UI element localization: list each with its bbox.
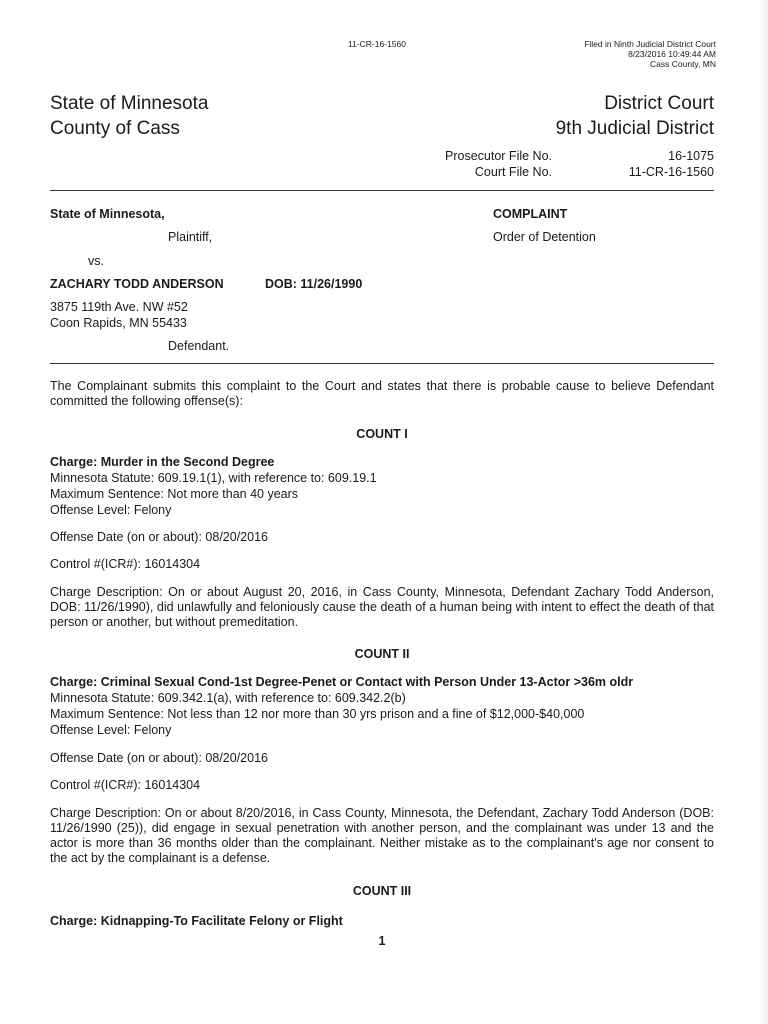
count-1-control: Control #(ICR#): 16014304 — [50, 557, 201, 571]
venue-state: State of Minnesota — [50, 93, 209, 114]
filed-stamp-line2: 8/23/2016 10:49:44 AM — [628, 49, 716, 59]
count-3-charge: Charge: Kidnapping-To Facilitate Felony or Flight — [50, 914, 343, 928]
page-number: 1 — [378, 934, 386, 948]
count-1-offense-date: Offense Date (on or about): 08/20/2016 — [50, 530, 268, 544]
count-1-heading: COUNT I — [356, 427, 408, 441]
venue-county: County of Cass — [50, 118, 180, 139]
filed-stamp-line3: Cass County, MN — [650, 59, 716, 69]
count-2-heading: COUNT II — [354, 647, 410, 661]
caption-bottom-rule — [50, 363, 714, 364]
count-2-charge: Charge: Criminal Sexual Cond-1st Degree-Penet or Contact with Person Under 13-Actor >36m oldr — [50, 675, 634, 689]
count-2-statute: Minnesota Statute: 609.342.1(a), with reference to: 609.342.2(b) — [50, 691, 406, 705]
filed-stamp — [466, 39, 716, 69]
document-subtype: Order of Detention — [493, 230, 596, 244]
count-1-statute: Minnesota Statute: 609.19.1(1), with reference to: 609.19.1 — [50, 471, 377, 485]
defendant-dob: DOB: 11/26/1990 — [265, 277, 363, 291]
filed-stamp-line1: Filed in Ninth Judicial District Court — [584, 39, 716, 49]
count-2-sentence: Maximum Sentence: Not less than 12 nor more than 30 yrs prison and a fine of $12,000-$40,000 — [50, 707, 585, 721]
prosecutor-file-value: 16-1075 — [668, 149, 714, 163]
venue-district: 9th Judicial District — [555, 118, 714, 139]
count-2-description: Charge Description: On or about 8/20/2016, in Cass County, Minnesota, the Defendant, Zachary Todd Anderson (DOB: 11/26/1990 (25)), did engage in sexual penetration with another person, and the complainant was under 13 and the actor is more than 36 months older than the complainant. Neither mistake as to the complainant's age nor consent to the act by the complainant is a defense. — [50, 806, 714, 865]
defendant-address-line2: Coon Rapids, MN 55433 — [50, 316, 187, 330]
count-3-heading: COUNT III — [352, 884, 412, 898]
defendant-name: ZACHARY TODD ANDERSON — [50, 277, 224, 291]
header-case-number: 11-CR-16-1560 — [348, 39, 406, 49]
document-type: COMPLAINT — [493, 207, 568, 221]
court-file-label: Court File No. — [474, 165, 552, 179]
caption-top-rule — [50, 190, 714, 191]
count-1-description: Charge Description: On or about August 20, 2016, in Cass County, Minnesota, Defendant Zachary Todd Anderson, DOB: 11/26/1990), did unlawfully and feloniously cause the death of a human being with intent to effect the death of that person or another, but without premeditation. — [50, 585, 714, 629]
count-2-offense-date: Offense Date (on or about): 08/20/2016 — [50, 751, 268, 765]
plaintiff-role: Plaintiff, — [168, 230, 213, 244]
scan-shadow-edge — [758, 0, 768, 1024]
count-2-control: Control #(ICR#): 16014304 — [50, 778, 201, 792]
intro-paragraph: The Complainant submits this complaint to the Court and states that there is probable cause to believe Defendant committed the following offense(s): — [50, 379, 714, 408]
prosecutor-file-label: Prosecutor File No. — [445, 149, 552, 163]
count-1-level: Offense Level: Felony — [50, 503, 172, 517]
versus-label: vs. — [88, 254, 104, 268]
count-1-charge: Charge: Murder in the Second Degree — [50, 455, 275, 469]
defendant-address-line1: 3875 119th Ave. NW #52 — [50, 300, 188, 314]
defendant-role: Defendant. — [168, 339, 230, 353]
count-2-level: Offense Level: Felony — [50, 723, 172, 737]
plaintiff-name: State of Minnesota, — [50, 207, 165, 221]
court-file-value: 11-CR-16-1560 — [628, 165, 714, 179]
count-1-sentence: Maximum Sentence: Not more than 40 years — [50, 487, 299, 501]
venue-court: District Court — [604, 93, 714, 114]
